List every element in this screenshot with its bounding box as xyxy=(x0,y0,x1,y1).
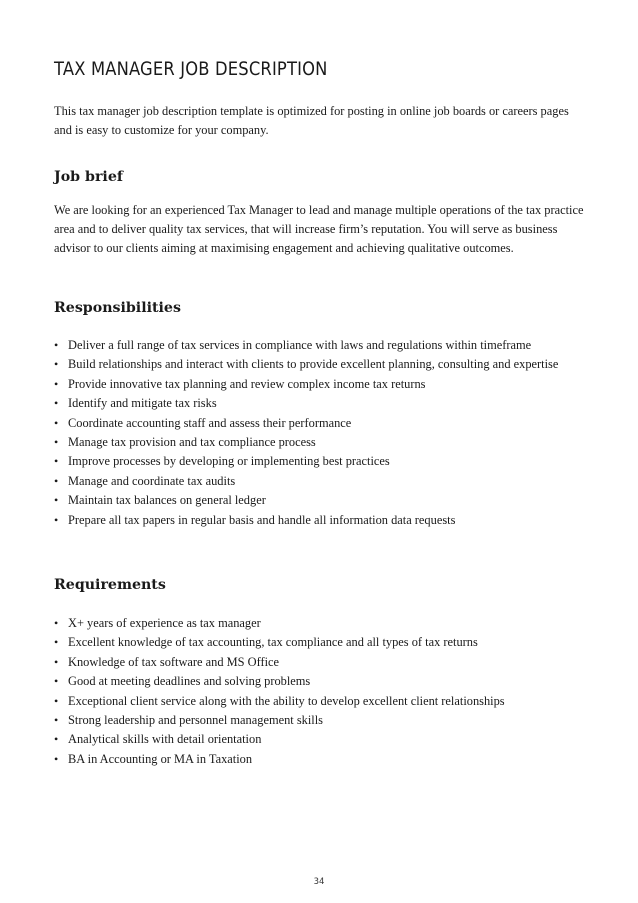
bullet-icon: • xyxy=(54,357,59,372)
list-item: • Provide innovative tax planning and review complex income tax returns xyxy=(54,375,584,394)
bullet-icon: • xyxy=(54,674,59,689)
list-item: • Improve processes by developing or implementing best practices xyxy=(54,452,584,471)
requirements-heading: Requirements xyxy=(54,577,166,593)
requirements-list xyxy=(54,614,584,769)
list-item: • X+ years of experience as tax manager xyxy=(54,614,584,633)
bullet-icon: • xyxy=(54,654,59,669)
responsibilities-list xyxy=(54,336,584,530)
list-item: • Excellent knowledge of tax accounting, tax compliance and all types of tax returns xyxy=(54,633,584,652)
bullet-icon: • xyxy=(54,512,59,527)
bullet-icon: • xyxy=(54,435,59,450)
job-brief-text: We are looking for an experienced Tax Manager to lead and manage multiple operations of the tax practice area and to deliver quality tax services, that will increase firm’s reputation. You will serve as business advisor to our clients aiming at maximising engagement and achieving qualitative outcomes. xyxy=(54,203,584,255)
responsibilities-heading: Responsibilities xyxy=(54,300,181,316)
list-item: • Deliver a full range of tax services in compliance with laws and regulations within timeframe xyxy=(54,336,584,355)
bullet-icon: • xyxy=(54,751,59,766)
bullet-icon: • xyxy=(54,732,59,747)
list-item: • Manage and coordinate tax audits xyxy=(54,472,584,491)
bullet-icon: • xyxy=(54,693,59,708)
list-item: • Manage tax provision and tax compliance process xyxy=(54,433,584,452)
bullet-icon: • xyxy=(54,338,59,352)
list-item: • Analytical skills with detail orientation xyxy=(54,730,584,749)
bullet-icon: • xyxy=(54,454,59,469)
list-item: • Identify and mitigate tax risks xyxy=(54,394,584,413)
job-brief-heading: Job brief xyxy=(54,169,123,185)
bullet-icon: • xyxy=(54,396,59,411)
list-item: • Exceptional client service along with the ability to develop excellent client relationships xyxy=(54,692,584,711)
list-item: • Build relationships and interact with clients to provide excellent planning, consulting and expertise xyxy=(54,355,584,374)
bullet-icon: • xyxy=(54,376,59,391)
bullet-icon: • xyxy=(54,415,59,430)
list-item: • Prepare all tax papers in regular basis and handle all information data requests xyxy=(54,511,584,530)
list-item: • Strong leadership and personnel management skills xyxy=(54,711,584,730)
list-item: • Maintain tax balances on general ledger xyxy=(54,491,584,510)
bullet-icon: • xyxy=(54,493,59,508)
bullet-icon: • xyxy=(54,713,59,728)
list-item: • Coordinate accounting staff and assess their performance xyxy=(54,414,584,433)
bullet-icon: • xyxy=(54,635,59,650)
page-number: 34 xyxy=(313,877,325,887)
list-item: • Knowledge of tax software and MS Office xyxy=(54,653,584,672)
bullet-icon: • xyxy=(54,473,59,488)
list-item: • Good at meeting deadlines and solving problems xyxy=(54,672,584,691)
list-item: • BA in Accounting or MA in Taxation xyxy=(54,750,584,769)
document-title: TAX MANAGER JOB DESCRIPTION xyxy=(54,58,328,80)
bullet-icon: • xyxy=(54,616,59,630)
intro-paragraph: This tax manager job description template is optimized for posting in online job boards or careers pages and is easy to customize for your company. xyxy=(54,104,569,137)
